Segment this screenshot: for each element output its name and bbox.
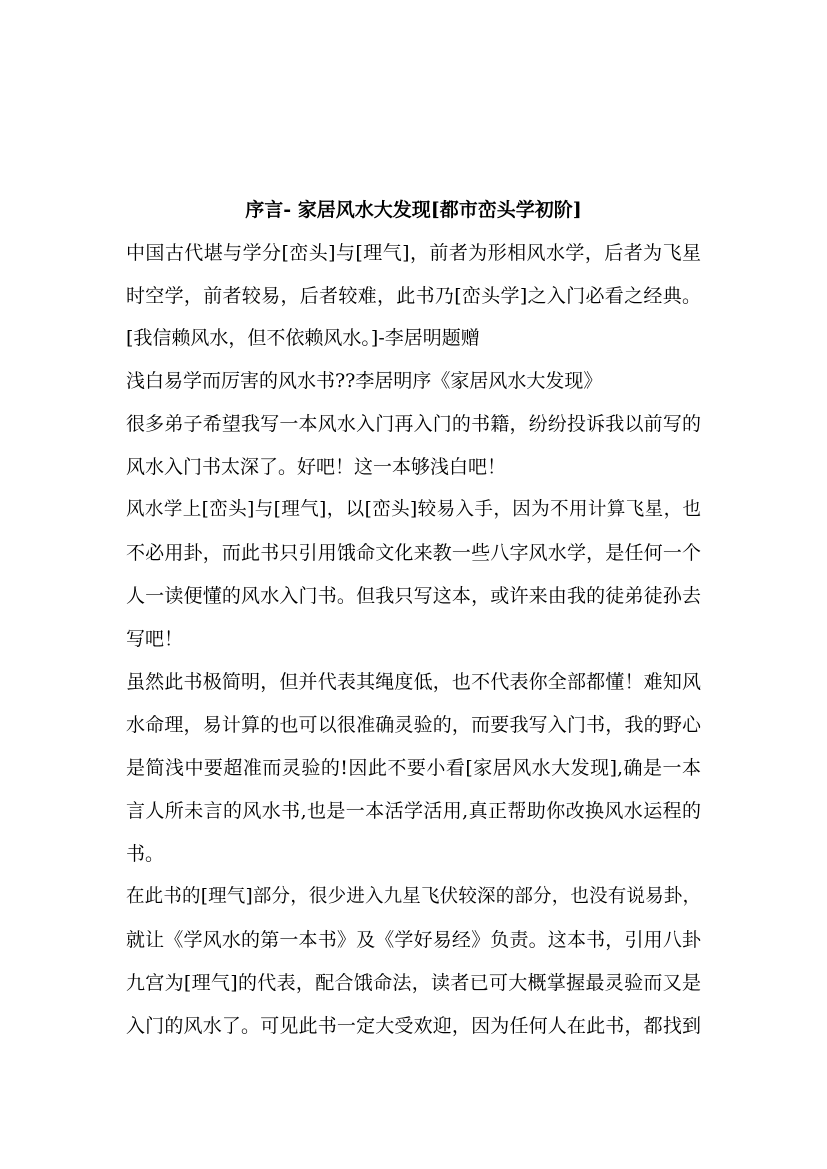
paragraph-line: 写吧！ xyxy=(126,628,184,650)
paragraph-line: 不必用卦，而此书只引用饿命文化来教一些八字风水学，是任何一个 xyxy=(126,542,701,564)
paragraph-line: 九宫为[理气]的代表，配合饿命法，读者已可大概掌握最灵验而又是 xyxy=(126,972,701,994)
paragraph-line: 风水学上[峦头]与[理气]，以[峦头]较易入手，因为不用计算飞星，也 xyxy=(126,499,701,520)
paragraph-line: [我信赖风水，但不依赖风水。]-李居明题赠 xyxy=(126,327,480,349)
paragraph-line: 浅白易学而厉害的风水书??李居明序《家居风水大发现》 xyxy=(126,370,603,392)
paragraph-line: 就让《学风水的第一本书》及《学好易经》负责。这本书，引用八卦 xyxy=(126,929,701,951)
paragraph-line: 水命理，易计算的也可以很准确灵验的，而要我写入门书，我的野心 xyxy=(126,714,701,736)
paragraph-line: 是简浅中要超准而灵验的!因此不要小看[家居风水大发现],确是一本 xyxy=(126,757,701,779)
paragraph-line: 虽然此书极简明，但并代表其绳度低，也不代表你全部都懂！难知风 xyxy=(126,671,701,693)
paragraph-line: 风水入门书太深了。好吧！这一本够浅白吧！ xyxy=(126,456,507,478)
paragraph-line: 中国古代堪与学分[峦头]与[理气]，前者为形相风水学，后者为飞星 xyxy=(126,242,701,264)
paragraph-line: 言人所未言的风水书,也是一本活学活用,真正帮助你改换风水运程的 xyxy=(126,800,701,822)
paragraph-line: 很多弟子希望我写一本风水入门再入门的书籍，纷纷投诉我以前写的 xyxy=(126,413,701,435)
paragraph-line: 书。 xyxy=(126,843,165,865)
paragraph-line: 在此书的[理气]部分，很少进入九星飞伏较深的部分，也没有说易卦， xyxy=(126,886,701,907)
paragraph-line: 时空学，前者较易，后者较难，此书乃[峦头学]之入门必看之经典。 xyxy=(126,285,701,307)
paragraph-line: 入门的风水了。可见此书一定大受欢迎，因为任何人在此书，都找到 xyxy=(126,1015,701,1037)
document-title: 序言- 家居风水大发现[都市峦头学初阶] xyxy=(245,199,582,221)
paragraph-line: 人一读便懂的风水入门书。但我只写这本，或许来由我的徒弟徒孙去 xyxy=(126,585,701,607)
